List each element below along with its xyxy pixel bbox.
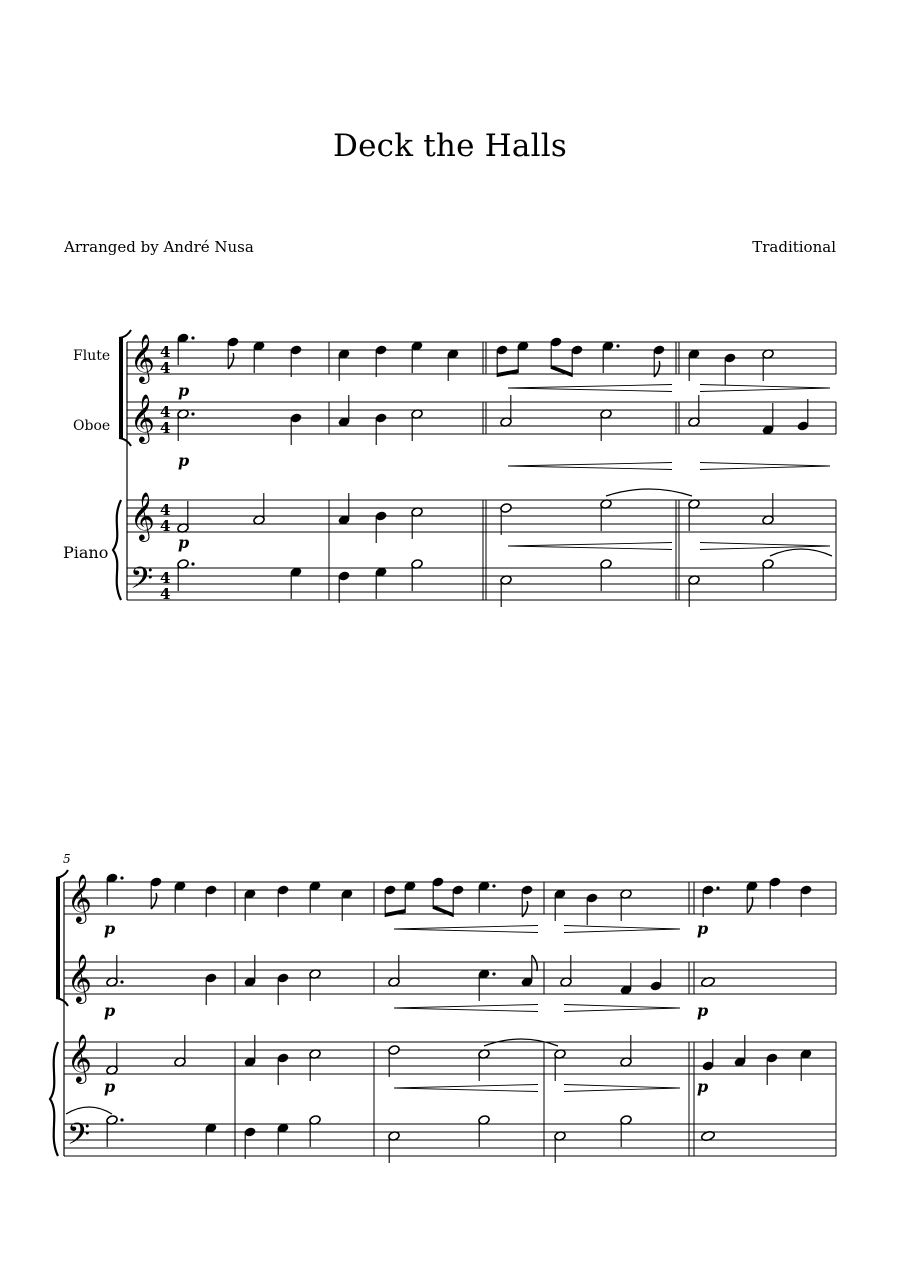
crescendo-hairpin: [394, 1085, 538, 1089]
time-signature-bottom: 4: [160, 585, 171, 603]
beam: [385, 909, 405, 917]
note-flag: [151, 893, 156, 909]
bass-clef: 𝄢: [67, 1118, 91, 1159]
dynamic-mark: p: [104, 1077, 116, 1096]
measure-number: 5: [63, 852, 71, 866]
tie: [606, 489, 692, 496]
dot: [120, 1118, 123, 1121]
dot: [120, 980, 123, 983]
dot: [716, 886, 719, 889]
dot: [616, 344, 619, 347]
dynamic-mark: p: [104, 919, 116, 938]
decrescendo-hairpin: [700, 385, 830, 389]
decrescendo-hairpin: [564, 926, 680, 930]
composer-credit: Traditional: [752, 238, 836, 256]
crescendo-hairpin: [508, 463, 672, 467]
dot: [191, 412, 194, 415]
dynamic-mark: p: [104, 1001, 116, 1020]
crescendo-hairpin: [508, 385, 672, 389]
system-bracket: [56, 878, 60, 998]
crescendo-hairpin: [508, 546, 672, 550]
beam: [551, 365, 572, 377]
tie: [484, 1039, 558, 1046]
dynamic-mark: p: [178, 451, 190, 470]
beam: [433, 905, 453, 917]
crescendo-hairpin: [394, 929, 538, 933]
note-flag: [532, 955, 537, 971]
time-signature-top: 4: [160, 343, 171, 361]
crescendo-hairpin: [394, 1088, 538, 1092]
decrescendo-hairpin: [564, 1085, 680, 1089]
time-signature-bottom: 4: [160, 359, 171, 377]
decrescendo-hairpin: [564, 1005, 680, 1009]
crescendo-hairpin: [394, 1005, 538, 1009]
note-flag: [747, 897, 752, 913]
treble-clef: 𝄞: [67, 873, 92, 922]
time-signature-bottom: 4: [160, 419, 171, 437]
oboe-label: Oboe: [73, 418, 111, 434]
decrescendo-hairpin: [700, 463, 830, 467]
piano-brace: [50, 1042, 58, 1156]
time-signature-bottom: 4: [160, 517, 171, 535]
flute-label: Flute: [73, 348, 111, 364]
bass-clef: 𝄢: [130, 562, 154, 603]
treble-clef: 𝄞: [130, 491, 155, 540]
crescendo-hairpin: [508, 466, 672, 470]
treble-clef: 𝄞: [130, 393, 155, 442]
dynamic-mark: p: [697, 919, 709, 938]
time-signature-top: 4: [160, 403, 171, 421]
decrescendo-hairpin: [564, 1088, 680, 1092]
note-flag: [228, 353, 233, 369]
decrescendo-hairpin: [564, 1008, 680, 1012]
time-signature-top: 4: [160, 501, 171, 519]
dynamic-mark: p: [697, 1077, 709, 1096]
crescendo-hairpin: [394, 926, 538, 930]
crescendo-hairpin: [394, 1008, 538, 1012]
beam: [497, 369, 518, 377]
dot: [492, 972, 495, 975]
score-title: Deck the Halls: [333, 128, 567, 164]
decrescendo-hairpin: [700, 543, 830, 547]
dynamic-mark: p: [178, 381, 190, 400]
dot: [191, 336, 194, 339]
crescendo-hairpin: [508, 543, 672, 547]
decrescendo-hairpin: [700, 466, 830, 470]
time-signature-top: 4: [160, 569, 171, 587]
score-system-1: [0, 300, 900, 620]
tie: [770, 549, 832, 556]
note-flag: [522, 901, 527, 917]
system-bracket: [119, 338, 123, 438]
dynamic-mark: p: [178, 533, 190, 552]
decrescendo-hairpin: [700, 546, 830, 550]
note-flag: [654, 361, 659, 377]
dot: [191, 562, 194, 565]
treble-clef: 𝄞: [130, 333, 155, 382]
dot: [492, 884, 495, 887]
dot: [120, 876, 123, 879]
dynamic-mark: p: [697, 1001, 709, 1020]
crescendo-hairpin: [508, 388, 672, 392]
treble-clef: 𝄞: [67, 1033, 92, 1082]
treble-clef: 𝄞: [67, 953, 92, 1002]
arranger-credit: Arranged by André Nusa: [64, 238, 254, 256]
decrescendo-hairpin: [700, 388, 830, 392]
tie: [66, 1107, 112, 1114]
decrescendo-hairpin: [564, 929, 680, 933]
piano-label: Piano: [63, 543, 109, 562]
score-system-2: [0, 840, 900, 1180]
piano-brace: [113, 500, 121, 600]
